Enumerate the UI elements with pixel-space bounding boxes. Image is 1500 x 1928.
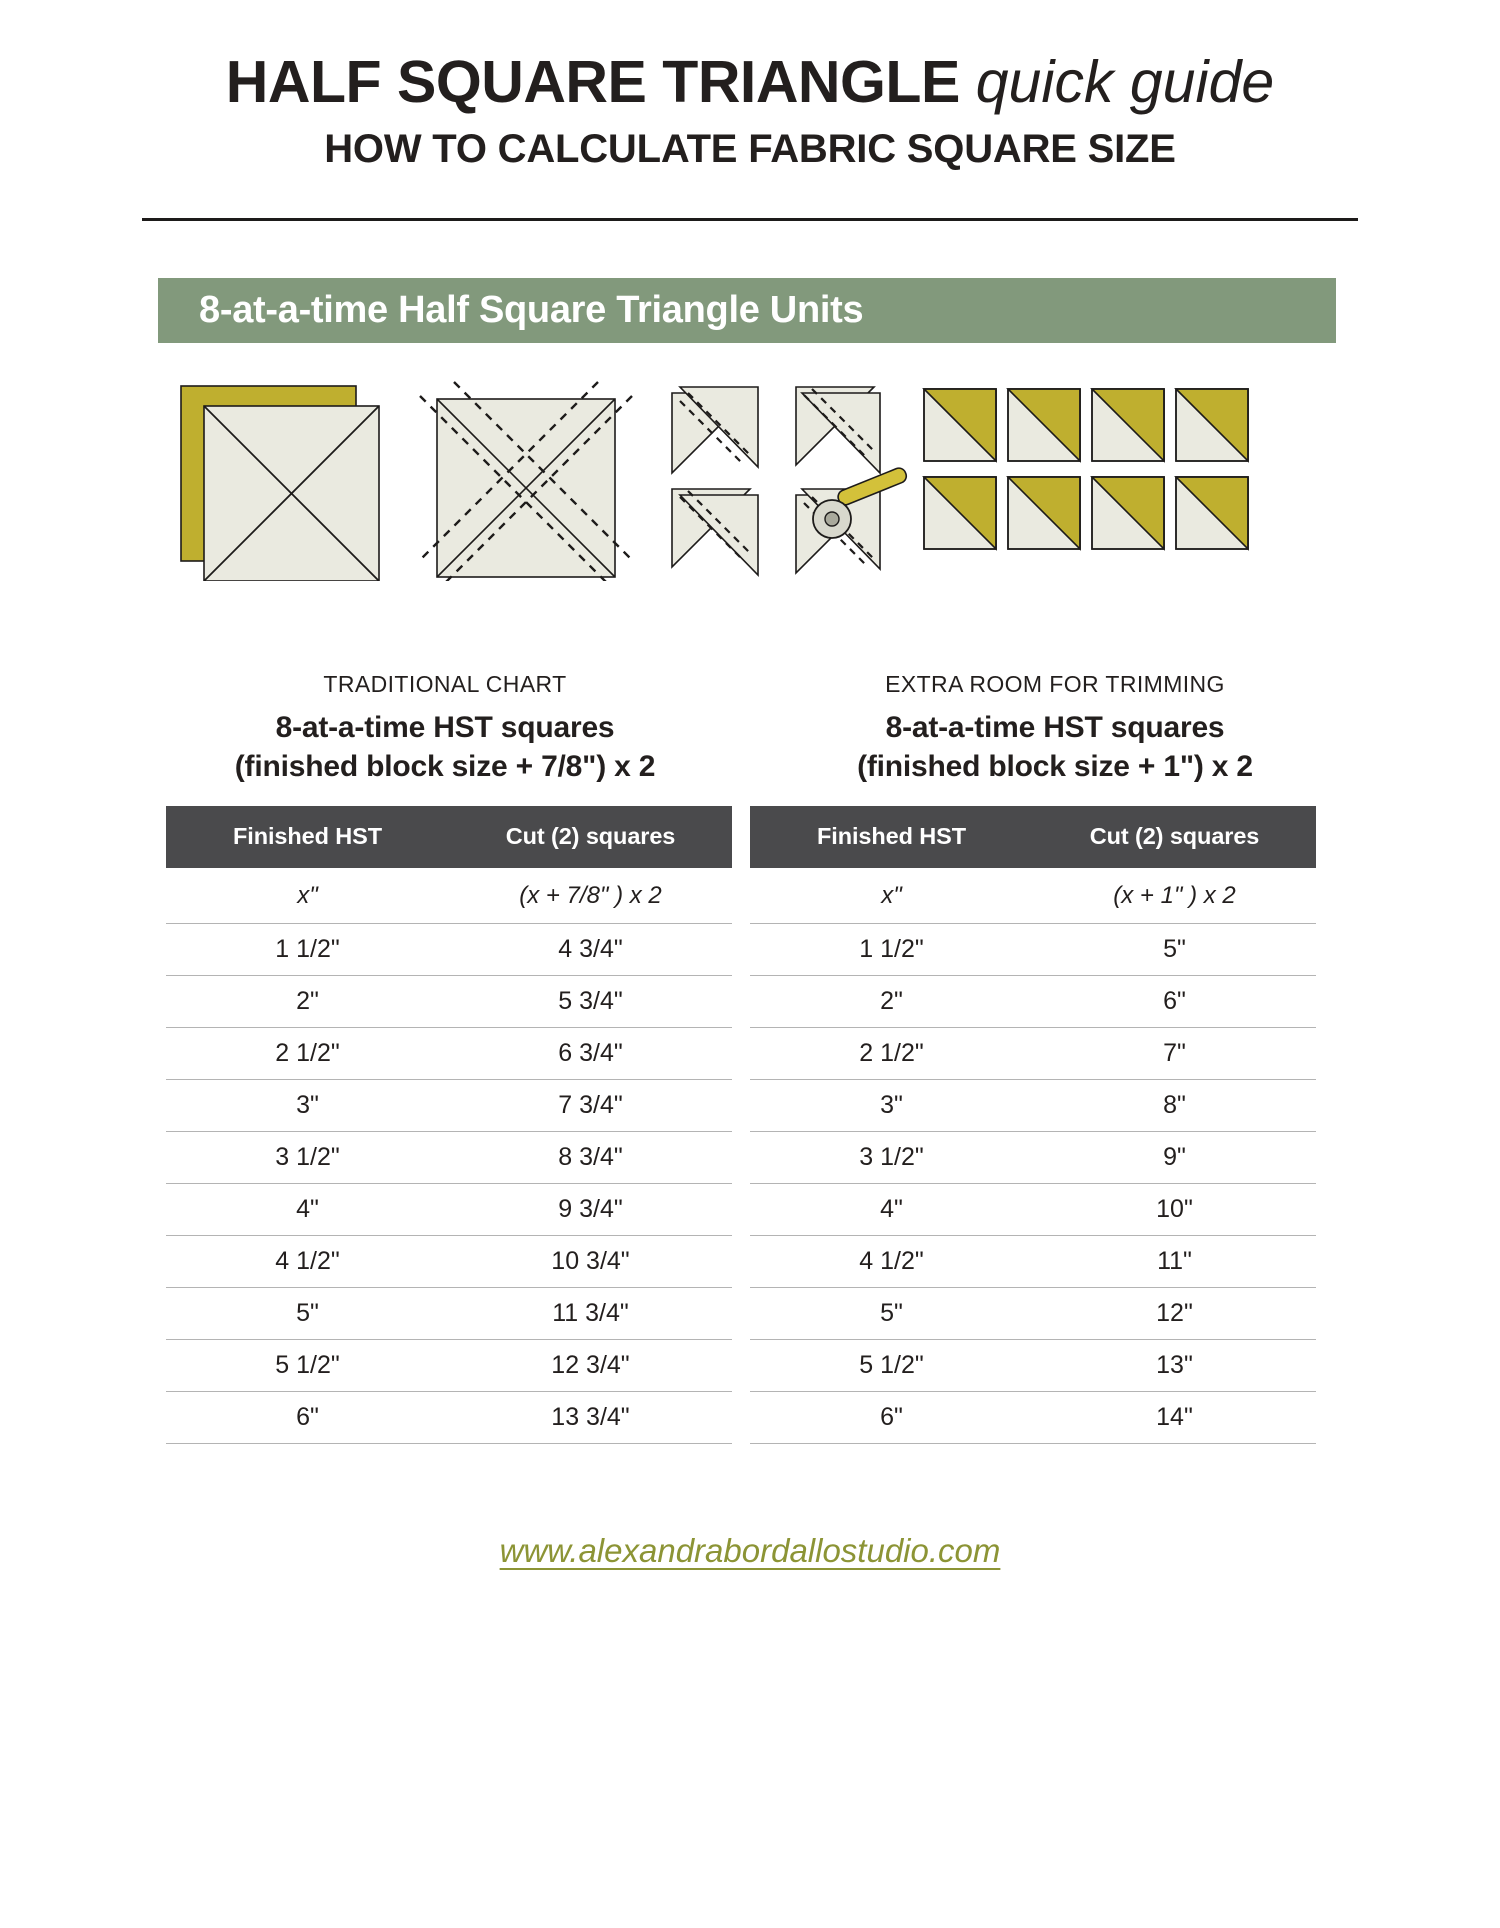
step4-finished-hst-units-icon bbox=[922, 381, 1252, 581]
right-finished-9: 6" bbox=[750, 1392, 1033, 1444]
left-cut-2: 6 3/4" bbox=[449, 1028, 732, 1080]
left-table-head bbox=[166, 806, 732, 868]
table-row bbox=[166, 1392, 732, 1444]
left-chart-title bbox=[140, 709, 750, 786]
left-finished-6: 4 1/2" bbox=[166, 1236, 449, 1288]
step1-stacked-squares-icon bbox=[176, 381, 391, 581]
charts-container bbox=[140, 671, 1360, 1444]
right-finished-1: 2" bbox=[750, 976, 1033, 1028]
right-table-head bbox=[750, 806, 1316, 868]
right-col-header-cut-squares: Cut (2) squares bbox=[1033, 806, 1316, 868]
left-col-header-finished-hst: Finished HST bbox=[166, 806, 449, 868]
right-finished-0: 1 1/2" bbox=[750, 924, 1033, 976]
table-row bbox=[166, 1028, 732, 1080]
left-cut-8: 12 3/4" bbox=[449, 1340, 732, 1392]
table-row bbox=[166, 1080, 732, 1132]
right-chart-eyebrow: EXTRA ROOM FOR TRIMMING bbox=[885, 671, 1225, 698]
table-row bbox=[750, 1080, 1316, 1132]
page-subtitle: HOW TO CALCULATE FABRIC SQUARE SIZE bbox=[324, 127, 1176, 172]
table-row bbox=[166, 1288, 732, 1340]
left-cut-1: 5 3/4" bbox=[449, 976, 732, 1028]
footer-url[interactable]: www.alexandrabordallostudio.com bbox=[499, 1532, 1001, 1570]
traditional-chart-column bbox=[140, 671, 750, 1444]
traditional-chart-table bbox=[166, 806, 732, 1444]
table-row bbox=[166, 976, 732, 1028]
extra-room-chart-column bbox=[750, 671, 1360, 1444]
section-banner-label: 8-at-a-time Half Square Triangle Units bbox=[199, 289, 864, 332]
table-row bbox=[166, 1132, 732, 1184]
table-row bbox=[750, 1288, 1316, 1340]
left-formula-row bbox=[166, 868, 732, 924]
left-finished-2: 2 1/2" bbox=[166, 1028, 449, 1080]
left-finished-7: 5" bbox=[166, 1288, 449, 1340]
left-cut-9: 13 3/4" bbox=[449, 1392, 732, 1444]
right-formula-expr: (x + 1" ) x 2 bbox=[1033, 868, 1316, 924]
right-chart-title-line2: (finished block size + 1") x 2 bbox=[857, 749, 1253, 783]
left-chart-title-line1: 8-at-a-time HST squares bbox=[275, 711, 615, 745]
left-cut-5: 9 3/4" bbox=[449, 1184, 732, 1236]
left-formula-x: x" bbox=[166, 868, 449, 924]
right-finished-4: 3 1/2" bbox=[750, 1132, 1033, 1184]
table-row bbox=[750, 1184, 1316, 1236]
section-banner bbox=[158, 278, 1336, 343]
right-cut-8: 13" bbox=[1033, 1340, 1316, 1392]
table-row bbox=[750, 976, 1316, 1028]
left-table-header-row bbox=[166, 806, 732, 868]
left-finished-0: 1 1/2" bbox=[166, 924, 449, 976]
table-row bbox=[750, 1028, 1316, 1080]
left-finished-8: 5 1/2" bbox=[166, 1340, 449, 1392]
right-finished-8: 5 1/2" bbox=[750, 1340, 1033, 1392]
right-cut-5: 10" bbox=[1033, 1184, 1316, 1236]
page-title-italic: quick guide bbox=[975, 49, 1275, 115]
extra-room-chart-table bbox=[750, 806, 1316, 1444]
right-finished-5: 4" bbox=[750, 1184, 1033, 1236]
left-chart-title-line2: (finished block size + 7/8") x 2 bbox=[234, 749, 656, 783]
right-table-header-row bbox=[750, 806, 1316, 868]
left-finished-9: 6" bbox=[166, 1392, 449, 1444]
left-cut-6: 10 3/4" bbox=[449, 1236, 732, 1288]
right-chart-title-line1: 8-at-a-time HST squares bbox=[885, 711, 1225, 745]
left-finished-4: 3 1/2" bbox=[166, 1132, 449, 1184]
left-cut-0: 4 3/4" bbox=[449, 924, 732, 976]
left-cut-7: 11 3/4" bbox=[449, 1288, 732, 1340]
left-cut-3: 7 3/4" bbox=[449, 1080, 732, 1132]
right-table-body bbox=[750, 868, 1316, 1444]
right-chart-title bbox=[750, 709, 1360, 786]
right-cut-0: 5" bbox=[1033, 924, 1316, 976]
left-cut-4: 8 3/4" bbox=[449, 1132, 732, 1184]
table-row bbox=[750, 1132, 1316, 1184]
table-row bbox=[750, 1392, 1316, 1444]
quick-guide-page bbox=[140, 0, 1360, 1570]
right-cut-2: 7" bbox=[1033, 1028, 1316, 1080]
table-row bbox=[750, 1340, 1316, 1392]
table-row bbox=[750, 924, 1316, 976]
table-row bbox=[166, 924, 732, 976]
table-row bbox=[166, 1340, 732, 1392]
table-row bbox=[750, 1236, 1316, 1288]
left-finished-5: 4" bbox=[166, 1184, 449, 1236]
right-cut-9: 14" bbox=[1033, 1392, 1316, 1444]
step2-stitch-lines-icon bbox=[412, 381, 647, 581]
right-cut-4: 9" bbox=[1033, 1132, 1316, 1184]
illustration-row bbox=[140, 381, 1360, 611]
left-chart-eyebrow: TRADITIONAL CHART bbox=[323, 671, 567, 698]
table-row bbox=[166, 1184, 732, 1236]
right-finished-3: 3" bbox=[750, 1080, 1033, 1132]
right-cut-3: 8" bbox=[1033, 1080, 1316, 1132]
right-col-header-finished-hst: Finished HST bbox=[750, 806, 1033, 868]
left-col-header-cut-squares: Cut (2) squares bbox=[449, 806, 732, 868]
right-cut-1: 6" bbox=[1033, 976, 1316, 1028]
right-formula-x: x" bbox=[750, 868, 1033, 924]
right-finished-7: 5" bbox=[750, 1288, 1033, 1340]
header-divider bbox=[142, 218, 1358, 221]
right-cut-6: 11" bbox=[1033, 1236, 1316, 1288]
right-finished-2: 2 1/2" bbox=[750, 1028, 1033, 1080]
page-title-bold: HALF SQUARE TRIANGLE bbox=[225, 49, 976, 115]
step3-cut-apart-icon bbox=[668, 381, 913, 581]
right-cut-7: 12" bbox=[1033, 1288, 1316, 1340]
left-finished-3: 3" bbox=[166, 1080, 449, 1132]
left-finished-1: 2" bbox=[166, 976, 449, 1028]
right-formula-row bbox=[750, 868, 1316, 924]
table-row bbox=[166, 1236, 732, 1288]
page-title bbox=[140, 49, 1360, 115]
right-finished-6: 4 1/2" bbox=[750, 1236, 1033, 1288]
left-table-body bbox=[166, 868, 732, 1444]
left-formula-expr: (x + 7/8" ) x 2 bbox=[449, 868, 732, 924]
